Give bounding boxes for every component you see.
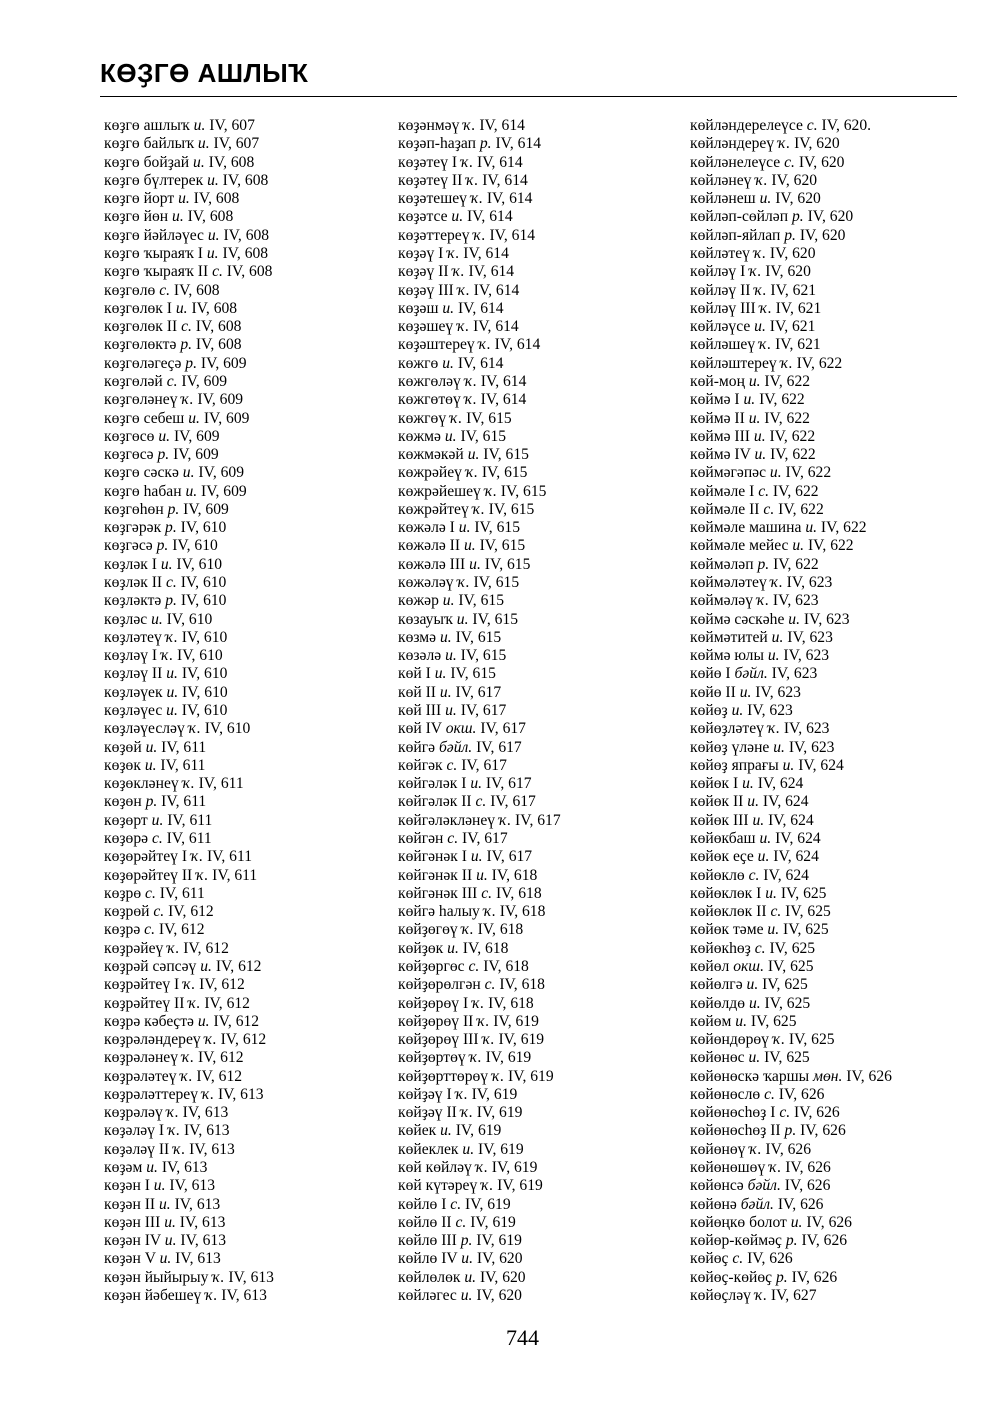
dictionary-entry: көҙгө һабан и. IV, 609 bbox=[104, 482, 247, 500]
page-number: 744 bbox=[506, 1325, 539, 1350]
dictionary-entry: көйҙөргөс с. IV, 618 bbox=[398, 957, 529, 975]
dictionary-entry: көҙөрә с. IV, 611 bbox=[104, 829, 212, 847]
dictionary-entry: көҙөрт и. IV, 611 bbox=[104, 811, 213, 829]
dictionary-entry: көйек и. IV, 619 bbox=[398, 1122, 502, 1140]
dictionary-entry: көйөк тәме и. IV, 625 bbox=[690, 921, 829, 939]
dictionary-entry: көйләү II ҡ. IV, 621 bbox=[690, 281, 817, 299]
dictionary-entry: көймә сәскәһе и. IV, 623 bbox=[690, 610, 850, 628]
dictionary-entry: көйөкһөҙ с. IV, 625 bbox=[690, 939, 816, 957]
dictionary-entry: көҙрәйтеү I ҡ. IV, 612 bbox=[104, 976, 245, 994]
dictionary-entry: көймә юлы и. IV, 623 bbox=[690, 647, 830, 665]
dictionary-entry: көйөк еҫе и. IV, 624 bbox=[690, 848, 819, 866]
dictionary-entry: көйөнә бәйл. IV, 626 bbox=[690, 1195, 824, 1213]
dictionary-entry: көҙән III и. IV, 613 bbox=[104, 1213, 226, 1231]
dictionary-entry: көйҙөрөү III ҡ. IV, 619 bbox=[398, 1031, 545, 1049]
dictionary-entry: көҙрө с. IV, 611 bbox=[104, 884, 205, 902]
dictionary-entry: көйлө III р. IV, 619 bbox=[398, 1232, 522, 1250]
dictionary-entry: көҙәтсе и. IV, 614 bbox=[398, 208, 513, 226]
dictionary-entry: көжәр и. IV, 615 bbox=[398, 592, 504, 610]
dictionary-entry: көйлөлөк и. IV, 620 bbox=[398, 1268, 526, 1286]
dictionary-entry: көйгәнәк III с. IV, 618 bbox=[398, 884, 542, 902]
dictionary-entry: көҙәү III ҡ. IV, 614 bbox=[398, 281, 520, 299]
dictionary-entry: көҙрөй с. IV, 612 bbox=[104, 903, 214, 921]
dictionary-entry: көжрәйеү ҡ. IV, 615 bbox=[398, 464, 528, 482]
dictionary-entry: көйөнөсһөҙ II р. IV, 626 bbox=[690, 1122, 846, 1140]
dictionary-entry: көйөлгә и. IV, 625 bbox=[690, 976, 808, 994]
dictionary-entry: көҙөкләнеү ҡ. IV, 611 bbox=[104, 775, 244, 793]
dictionary-entry: көҙәш и. IV, 614 bbox=[398, 299, 504, 317]
dictionary-entry: көймәләтеү ҡ. IV, 623 bbox=[690, 574, 833, 592]
dictionary-entry: көйләүсе и. IV, 621 bbox=[690, 318, 816, 336]
dictionary-entry: көҙгөлө с. IV, 608 bbox=[104, 281, 220, 299]
dictionary-entry: көҙгө ҡыраяҡ II с. IV, 608 bbox=[104, 263, 273, 281]
dictionary-entry: көҙгөсө и. IV, 609 bbox=[104, 427, 220, 445]
dictionary-entry: көй I и. IV, 615 bbox=[398, 665, 496, 683]
dictionary-entry: көйләп-яйлап р. IV, 620 bbox=[690, 226, 846, 244]
dictionary-entry: көйөклөк II с. IV, 625 bbox=[690, 903, 831, 921]
dictionary-entry: көйҙәү II ҡ. IV, 619 bbox=[398, 1104, 523, 1122]
dictionary-entry: көй күтәреү ҡ. IV, 619 bbox=[398, 1177, 543, 1195]
dictionary-entry: көҙләк I и. IV, 610 bbox=[104, 555, 223, 573]
dictionary-entry: көйгәк с. IV, 617 bbox=[398, 756, 507, 774]
dictionary-entry: көйләнеш и. IV, 620 bbox=[690, 190, 821, 208]
dictionary-entry: көжрәйтеү ҡ. IV, 615 bbox=[398, 500, 535, 518]
dictionary-entry: көйөнөскә ҡаршы мөн. IV, 626 bbox=[690, 1067, 892, 1085]
dictionary-entry: көҙгө бойҙай и. IV, 608 bbox=[104, 153, 255, 171]
dictionary-entry: көй III и. IV, 617 bbox=[398, 702, 507, 719]
dictionary-entry: көйләштереү ҡ. IV, 622 bbox=[690, 354, 843, 372]
dictionary-entry: көҙәшеү ҡ. IV, 614 bbox=[398, 318, 519, 336]
dictionary-entry: көҙәү I ҡ. IV, 614 bbox=[398, 244, 509, 262]
dictionary-entry: көйөнөү ҡ. IV, 626 bbox=[690, 1140, 812, 1158]
dictionary-entry: көйөк I и. IV, 624 bbox=[690, 775, 804, 793]
dictionary-entry: көзмә и. IV, 615 bbox=[398, 628, 502, 646]
dictionary-entry: көйөҙ үләне и. IV, 623 bbox=[690, 738, 835, 756]
dictionary-entry: көҙрә с. IV, 612 bbox=[104, 921, 205, 939]
dictionary-entry: көҙгө йәйләүес и. IV, 608 bbox=[104, 226, 270, 244]
dictionary-entry: көҙрәләтеү ҡ. IV, 612 bbox=[104, 1067, 243, 1085]
dictionary-entry: көҙәнмәү ҡ. IV, 614 bbox=[398, 117, 525, 134]
dictionary-entry: көйө II и. IV, 623 bbox=[690, 683, 801, 701]
dictionary-entry: көйләнелеүсе с. IV, 620 bbox=[690, 153, 845, 171]
dictionary-entry: көйгән с. IV, 617 bbox=[398, 829, 508, 847]
dictionary-entry: көйҙөк и. IV, 618 bbox=[398, 939, 509, 957]
dictionary-entry: көйгәләк I и. IV, 617 bbox=[398, 775, 532, 793]
dictionary-entry: көйөклө с. IV, 624 bbox=[690, 866, 809, 884]
dictionary-entry: көйөҫ с. IV, 626 bbox=[690, 1250, 793, 1268]
dictionary-entry: көйләндереү ҡ. IV, 620 bbox=[690, 135, 840, 153]
dictionary-entry: көҙләү II и. IV, 610 bbox=[104, 665, 228, 683]
dictionary-entry: көйөклөк I и. IV, 625 bbox=[690, 884, 827, 902]
dictionary-entry: көйөҙләтеү ҡ. IV, 623 bbox=[690, 720, 830, 738]
dictionary-entry: көйләндерелеүсе с. IV, 620. bbox=[690, 117, 872, 134]
dictionary-entry: көйөнөс и. IV, 625 bbox=[690, 1049, 810, 1067]
dictionary-entry: көйләшеү ҡ. IV, 621 bbox=[690, 336, 821, 354]
dictionary-entry: көҙгөһөн р. IV, 609 bbox=[104, 500, 229, 518]
dictionary-entry: көҙләүек и. IV, 610 bbox=[104, 683, 228, 701]
dictionary-entry: көйөк II и. IV, 624 bbox=[690, 793, 809, 811]
dictionary-entry: көҙрәләттереү ҡ. IV, 613 bbox=[104, 1085, 264, 1103]
dictionary-entry: көйләнеү ҡ. IV, 620 bbox=[690, 171, 818, 189]
dictionary-entry: көйөңкө болот и. IV, 626 bbox=[690, 1213, 852, 1231]
dictionary-entry: көйләү III ҡ. IV, 621 bbox=[690, 299, 822, 317]
dictionary-entry: көйөлдө и. IV, 625 bbox=[690, 994, 811, 1012]
entries-column-3 bbox=[690, 117, 892, 1305]
running-header: КӨҘГӨ АШЛЫҠ bbox=[100, 58, 309, 88]
dictionary-entry: көзауыҡ и. IV, 615 bbox=[398, 610, 519, 628]
dictionary-entry: көйлө IV и. IV, 620 bbox=[398, 1250, 523, 1268]
dictionary-entry: көйөнөшөү ҡ. IV, 626 bbox=[690, 1159, 831, 1177]
dictionary-entry: көйләтеү ҡ. IV, 620 bbox=[690, 244, 816, 262]
dictionary-entry: көйөндөрөү ҡ. IV, 625 bbox=[690, 1031, 835, 1049]
dictionary-entry: көйҙөрөү I ҡ. IV, 618 bbox=[398, 994, 534, 1012]
dictionary-entry: көймә IV и. IV, 622 bbox=[690, 446, 816, 464]
dictionary-entry: көйгә бәйл. IV, 617 bbox=[398, 738, 522, 756]
dictionary-entry: көймәле машина и. IV, 622 bbox=[690, 519, 867, 537]
dictionary-entry: көҙөн р. IV, 611 bbox=[104, 793, 207, 811]
dictionary-entry: көйөр-көймәҫ р. IV, 626 bbox=[690, 1232, 848, 1250]
dictionary-entry: көҙгөлөк I и. IV, 608 bbox=[104, 299, 238, 317]
dictionary-entry: көҙрәйеү ҡ. IV, 612 bbox=[104, 939, 229, 957]
dictionary-entry: көйө I бәйл. IV, 623 bbox=[690, 665, 818, 683]
dictionary-entry: көйөҫләү ҡ. IV, 627 bbox=[690, 1287, 817, 1304]
dictionary-entry: көҙгәрәк р. IV, 610 bbox=[104, 519, 227, 537]
entries-column-2 bbox=[398, 117, 561, 1305]
dictionary-entry: көҙрәләү ҡ. IV, 613 bbox=[104, 1104, 229, 1122]
dictionary-entry: көйеклек и. IV, 619 bbox=[398, 1140, 524, 1158]
dictionary-entry: көжәлә II и. IV, 615 bbox=[398, 537, 526, 555]
dictionary-entry: көҙәм и. IV, 613 bbox=[104, 1159, 208, 1177]
dictionary-entry: көҙәтеү I ҡ. IV, 614 bbox=[398, 153, 523, 171]
dictionary-entry: көҙәү II ҡ. IV, 614 bbox=[398, 263, 515, 281]
dictionary-entry: көҙләк II с. IV, 610 bbox=[104, 574, 227, 592]
dictionary-entry: көҙәтешеү ҡ. IV, 614 bbox=[398, 190, 533, 208]
dictionary-entry: көҙгө ҡыраяҡ I и. IV, 608 bbox=[104, 244, 269, 262]
dictionary-entry: көймәтитей и. IV, 623 bbox=[690, 628, 833, 646]
dictionary-entry: көҙгө себеш и. IV, 609 bbox=[104, 409, 250, 427]
dictionary-entry: көй II и. IV, 617 bbox=[398, 683, 502, 701]
dictionary-entry: көҙән йыйырыу ҡ. IV, 613 bbox=[104, 1268, 274, 1286]
dictionary-entry: көйгәнәк II и. IV, 618 bbox=[398, 866, 538, 884]
dictionary-entry: көҙәп-һаҙап р. IV, 614 bbox=[398, 135, 542, 153]
dictionary-entry: көймәләү ҡ. IV, 623 bbox=[690, 592, 819, 610]
dictionary-entry: көйҙөртөү ҡ. IV, 619 bbox=[398, 1049, 532, 1067]
dictionary-entry: көжәләү ҡ. IV, 615 bbox=[398, 574, 520, 592]
dictionary-entry: көҙгөлөктә р. IV, 608 bbox=[104, 336, 242, 354]
dictionary-entry: көҙөй и. IV, 611 bbox=[104, 738, 207, 756]
dictionary-entry: көҙән V и. IV, 613 bbox=[104, 1250, 221, 1268]
dictionary-entry: көйөнөсһөҙ I с. IV, 626 bbox=[690, 1104, 840, 1122]
dictionary-entry: көҙрә кәбеҫтә и. IV, 612 bbox=[104, 1012, 260, 1030]
dictionary-entry: көйҙөрөү II ҡ. IV, 619 bbox=[398, 1012, 539, 1030]
dictionary-entry: көҙгө йөн и. IV, 608 bbox=[104, 208, 234, 226]
dictionary-entry: көйөк III и. IV, 624 bbox=[690, 811, 814, 829]
dictionary-entry: көймәгәпәс и. IV, 622 bbox=[690, 464, 832, 482]
dictionary-entry: көҙгө йорт и. IV, 608 bbox=[104, 190, 240, 208]
dictionary-entry: көҙрәләндереү ҡ. IV, 612 bbox=[104, 1031, 267, 1049]
dictionary-entry: көҙгөләгеҫә р. IV, 609 bbox=[104, 354, 247, 372]
dictionary-entry: көҙләктә р. IV, 610 bbox=[104, 592, 227, 610]
dictionary-entry: көжгөтөү ҡ. IV, 614 bbox=[398, 391, 527, 409]
dictionary-entry: көйөнөслө с. IV, 626 bbox=[690, 1085, 825, 1103]
dictionary-entry: көймә I и. IV, 622 bbox=[690, 391, 805, 409]
dictionary-entry: көйләп-сөйләп р. IV, 620 bbox=[690, 208, 854, 226]
dictionary-entry: көзәлә и. IV, 615 bbox=[398, 647, 507, 665]
entries-column-1 bbox=[104, 117, 274, 1305]
dictionary-entry: көйлө II с. IV, 619 bbox=[398, 1213, 516, 1231]
dictionary-entry: көҙгө сәскә и. IV, 609 bbox=[104, 464, 245, 482]
dictionary-entry: көҙәләү II ҡ. IV, 613 bbox=[104, 1140, 235, 1158]
dictionary-entry: көймәле I с. IV, 622 bbox=[690, 482, 819, 500]
dictionary-entry: көҙгө ашлыҡ и. IV, 607 bbox=[104, 117, 255, 134]
dictionary-entry: көймәле II с. IV, 622 bbox=[690, 500, 824, 518]
dictionary-entry: көҙгөләй с. IV, 609 bbox=[104, 372, 228, 390]
dictionary-entry: көжмәкәй и. IV, 615 bbox=[398, 446, 529, 464]
dictionary-entry: көҙгәсә р. IV, 610 bbox=[104, 537, 218, 555]
dictionary-entry: көҙләс и. IV, 610 bbox=[104, 610, 213, 628]
dictionary-entry: көйләгес и. IV, 620 bbox=[398, 1287, 522, 1304]
dictionary-entry: көжәлә I и. IV, 615 bbox=[398, 519, 520, 537]
dictionary-entry: көйөҙ и. IV, 623 bbox=[690, 702, 793, 719]
dictionary-entry: көҙләү I ҡ. IV, 610 bbox=[104, 647, 223, 665]
dictionary-entry: көйгәнәк I и. IV, 617 bbox=[398, 848, 533, 866]
dictionary-entry: көҙәләү I ҡ. IV, 613 bbox=[104, 1122, 230, 1140]
dictionary-entry: көйҙөгөү ҡ. IV, 618 bbox=[398, 921, 524, 939]
dictionary-entry: көйөнсә бәйл. IV, 626 bbox=[690, 1177, 831, 1195]
dictionary-entry: көҙгө бүлтерек и. IV, 608 bbox=[104, 171, 269, 189]
dictionary-entry: көймә III и. IV, 622 bbox=[690, 427, 816, 445]
dictionary-entry: көҙләтеү ҡ. IV, 610 bbox=[104, 628, 228, 646]
header-rule bbox=[100, 96, 957, 97]
dictionary-entry: көҙөк и. IV, 611 bbox=[104, 756, 206, 774]
dictionary-entry: көй-моң и. IV, 622 bbox=[690, 372, 811, 390]
dictionary-entry: көйҙөрттөрөү ҡ. IV, 619 bbox=[398, 1067, 554, 1085]
dictionary-entry: көйҙәү I ҡ. IV, 619 bbox=[398, 1085, 518, 1103]
dictionary-entry: көҙән IV и. IV, 613 bbox=[104, 1232, 227, 1250]
dictionary-entry: көҙәттереү ҡ. IV, 614 bbox=[398, 226, 536, 244]
dictionary-entry: көйөкбаш и. IV, 624 bbox=[690, 829, 821, 847]
dictionary-entry: көҙләүес и. IV, 610 bbox=[104, 702, 228, 719]
dictionary-entry: көй IV окш. IV, 617 bbox=[398, 720, 526, 738]
dictionary-entry: көйгәләкләнеү ҡ. IV, 617 bbox=[398, 811, 561, 829]
dictionary-entry: көҙгөләнеү ҡ. IV, 609 bbox=[104, 391, 244, 409]
dictionary-entry: көйөҙ япрағы и. IV, 624 bbox=[690, 756, 844, 774]
dictionary-entry: көжгөү ҡ. IV, 615 bbox=[398, 409, 512, 427]
dictionary-entry: көҙәштереү ҡ. IV, 614 bbox=[398, 336, 541, 354]
dictionary-entry: көймәле мейес и. IV, 622 bbox=[690, 537, 854, 555]
dictionary-entry: көйөм и. IV, 625 bbox=[690, 1012, 797, 1030]
dictionary-entry: көҙләүесләү ҡ. IV, 610 bbox=[104, 720, 251, 738]
dictionary-entry: көҙгөлөк II с. IV, 608 bbox=[104, 318, 242, 336]
dictionary-entry: көжгө и. IV, 614 bbox=[398, 354, 504, 372]
dictionary-entry: көҙрәй сәпсәү и. IV, 612 bbox=[104, 957, 262, 975]
dictionary-entry: көҙән II и. IV, 613 bbox=[104, 1195, 221, 1213]
dictionary-entry: көжгөләү ҡ. IV, 614 bbox=[398, 372, 527, 390]
dictionary-entry: көйөл окш. IV, 625 bbox=[690, 957, 814, 975]
dictionary-entry: көҙән йәбешеү ҡ. IV, 613 bbox=[104, 1287, 267, 1304]
dictionary-entry: көжмә и. IV, 615 bbox=[398, 427, 507, 445]
dictionary-entry: көҙән I и. IV, 613 bbox=[104, 1177, 216, 1195]
dictionary-entry: көжәлә III и. IV, 615 bbox=[398, 555, 531, 573]
dictionary-entry: көҙөрәйтеү I ҡ. IV, 611 bbox=[104, 848, 252, 866]
dictionary-entry: көймәләп р. IV, 622 bbox=[690, 555, 819, 573]
dictionary-entry: көҙрәләнеү ҡ. IV, 612 bbox=[104, 1049, 244, 1067]
dictionary-entry: көйөҫ-көйөҫ р. IV, 626 bbox=[690, 1268, 838, 1286]
dictionary-entry: көҙөрәйтеү II ҡ. IV, 611 bbox=[104, 866, 258, 884]
dictionary-entry: көҙгө байлыҡ и. IV, 607 bbox=[104, 135, 260, 153]
dictionary-entry: көйҙөрөлгән с. IV, 618 bbox=[398, 976, 545, 994]
dictionary-entry: көймә II и. IV, 622 bbox=[690, 409, 810, 427]
dictionary-entry: көҙрәйтеү II ҡ. IV, 612 bbox=[104, 994, 250, 1012]
dictionary-entry: көйгә һалыу ҡ. IV, 618 bbox=[398, 903, 546, 921]
dictionary-entry: көҙәтеү II ҡ. IV, 614 bbox=[398, 171, 528, 189]
dictionary-entry: көйләү I ҡ. IV, 620 bbox=[690, 263, 811, 281]
dictionary-entry: көй көйләү ҡ. IV, 619 bbox=[398, 1159, 538, 1177]
dictionary-entry: көйлө I с. IV, 619 bbox=[398, 1195, 511, 1213]
dictionary-entry: көйгәләк II с. IV, 617 bbox=[398, 793, 536, 811]
dictionary-entry: көҙгөсә р. IV, 609 bbox=[104, 446, 219, 464]
dictionary-entry: көжрәйешеү ҡ. IV, 615 bbox=[398, 482, 547, 500]
